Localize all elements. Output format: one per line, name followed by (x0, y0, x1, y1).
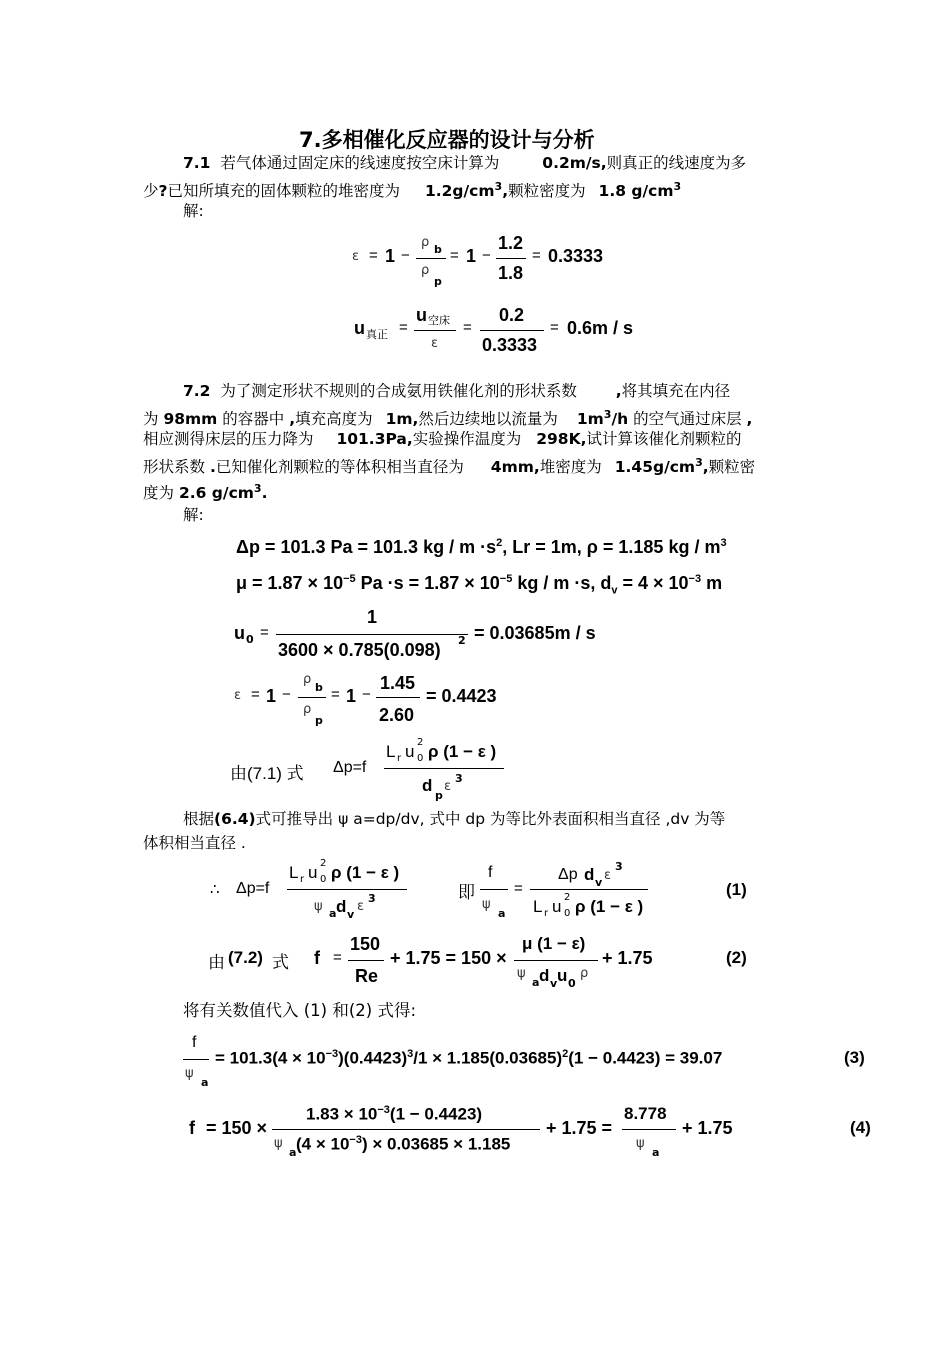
substitution-text: 将有关数值代入 (1) 和(2) 式得: (183, 1001, 417, 1020)
equation-given-values-2: $\mu = 1.87 \times 10^{-5}$ $Pa \cdot s = 1.87 \times 10^{-5}$ kg / m ·s, $d_v = 4 \times 10^{-3}$ m (236, 573, 723, 597)
problem-7-1-line-2: 少?已知所填充的固体颗粒的堆密度为 $1.2g/cm^3$,颗粒密度为 1.8 $g/cm^3$ (143, 180, 682, 201)
problem-7-2-line-2: 为 98mm 的容器中 ,填充高度为 1m,然后边续地以流量为 $1m^3/h$ 的空气通过床层 , (143, 408, 753, 429)
solution-label-1: 解: (183, 202, 204, 220)
problem-7-2-line-4: 形状系数 .已知催化剂颗粒的等体积相当直径为 4mm,堆密度为 $1.45g/cm^3$,颗粒密 (143, 456, 756, 477)
problem-7-2-line-1: 7.2 为了测定形状不规则的合成氨用铁催化剂的形状系数 ,将其填充在内径 (183, 382, 731, 400)
equation-given-values-1: Δp = 101.3 Pa = 101.3 kg / $m \cdot s^2$, Lr = 1m, ρ = 1.185 kg / $m^3$ (236, 537, 727, 557)
page-title: 7.多相催化反应器的设计与分析 (299, 128, 595, 152)
problem-7-2-line-5: 度为 2.6 $g/cm^3$. (143, 482, 268, 503)
solution-label-2: 解: (183, 506, 204, 524)
problem-7-2-line-3: 相应测得床层的压力降为 101.3Pa,实验操作温度为 298K,试计算该催化剂颗粒的 (143, 430, 742, 448)
derivation-paragraph-line-2: 体积相当直径 . (143, 834, 246, 852)
problem-7-1-line-1: 7.1 若气体通过固定床的线速度按空床计算为 0.2m/s,则真正的线速度为多 (183, 154, 747, 172)
derivation-paragraph-line-1: 根据(6.4)式可推导出 ψ a=dp/dv, 式中 dp 为等比外表面积相当直径 ,dv 为等 (183, 810, 726, 828)
